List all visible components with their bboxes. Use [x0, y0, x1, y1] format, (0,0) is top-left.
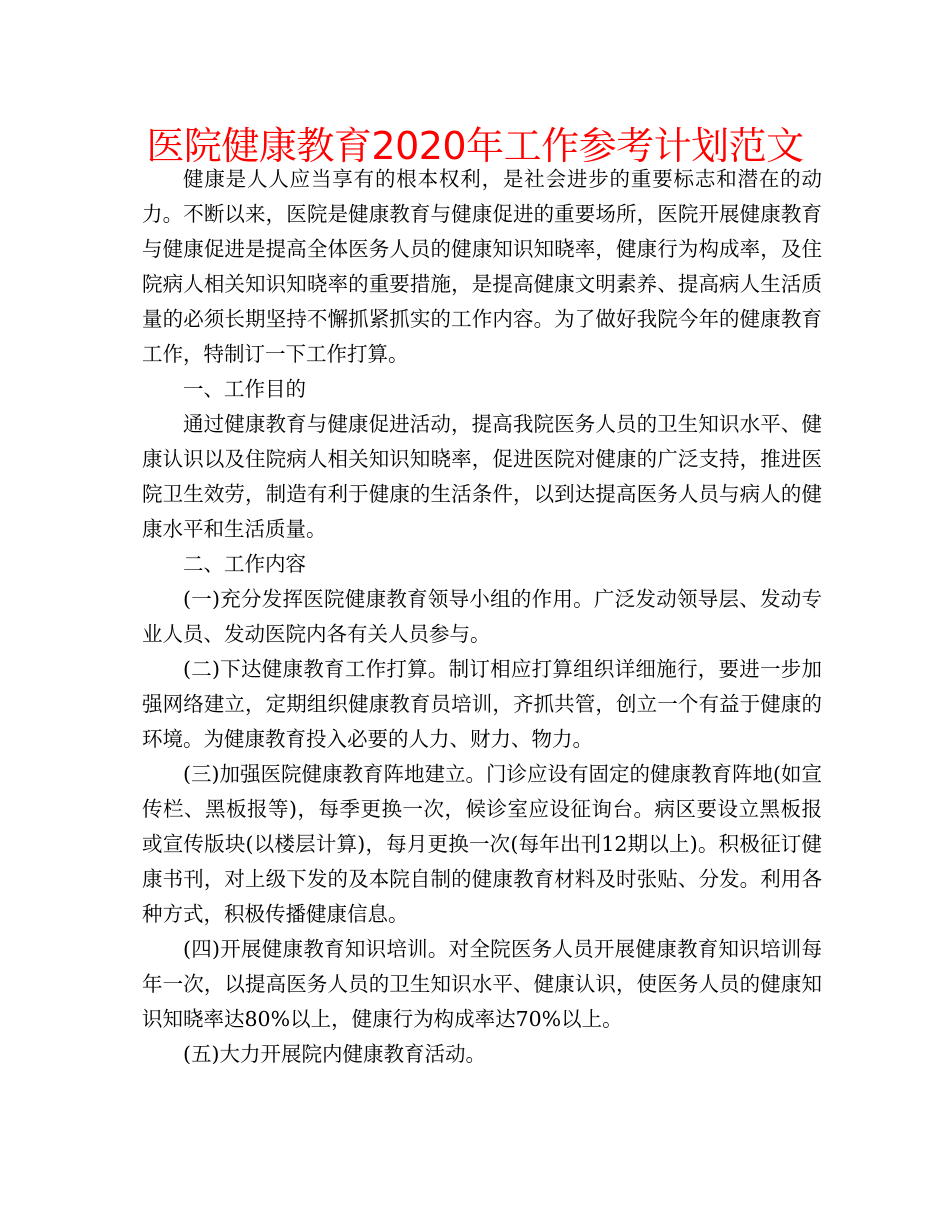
- section-heading-content: 二、工作内容: [183, 552, 306, 576]
- paragraph-item-3: (三)加强医院健康教育阵地建立。门诊应设有固定的健康教育阵地(如宣传栏、黑板报等)，每季更换一次，候诊室应设征询台。病区要设立黑板报或宣传版块(以楼层计算)，每月更换一次(每年出刊12期以上)。积极征订健康书刊，对上级下发的及本院自制的健康教育材料及时张贴、分发。利用各种方式，积极传播健康信息。: [142, 762, 822, 926]
- document-title: 医院健康教育2020年工作参考计划范文: [146, 124, 804, 168]
- document-body: [142, 162, 822, 1072]
- paragraph-goal: 通过健康教育与健康促进活动，提高我院医务人员的卫生知识水平、健康认识以及住院病人相关知识知晓率，促进医院对健康的广泛支持，推进医院卫生效劳，制造有利于健康的生活条件，以到达提高医务人员与病人的健康水平和生活质量。: [142, 412, 822, 541]
- paragraph-item-2: (二)下达健康教育工作打算。制订相应打算组织详细施行，要进一步加强网络建立，定期组织健康教育员培训，齐抓共管，创立一个有益于健康的环境。为健康教育投入必要的人力、财力、物力。: [142, 657, 822, 751]
- paragraph-intro: 健康是人人应当享有的根本权利，是社会进步的重要标志和潜在的动力。不断以来，医院是健康教育与健康促进的重要场所，医院开展健康教育与健康促进是提高全体医务人员的健康知识知晓率，健康行为构成率，及住院病人相关知识知晓率的重要措施，是提高健康文明素养、提高病人生活质量的必须长期坚持不懈抓紧抓实的工作内容。为了做好我院今年的健康教育工作，特制订一下工作打算。: [142, 167, 822, 366]
- section-heading-goal: 一、工作目的: [183, 377, 306, 401]
- paragraph-item-4: (四)开展健康教育知识培训。对全院医务人员开展健康教育知识培训每年一次，以提高医务人员的卫生知识水平、健康认识，使医务人员的健康知识知晓率达80%以上，健康行为构成率达70%以上。: [142, 937, 822, 1031]
- paragraph-item-1: (一)充分发挥医院健康教育领导小组的作用。广泛发动领导层、发动专业人员、发动医院内各有关人员参与。: [142, 587, 822, 646]
- paragraph-item-5: (五)大力开展院内健康教育活动。: [183, 1042, 486, 1066]
